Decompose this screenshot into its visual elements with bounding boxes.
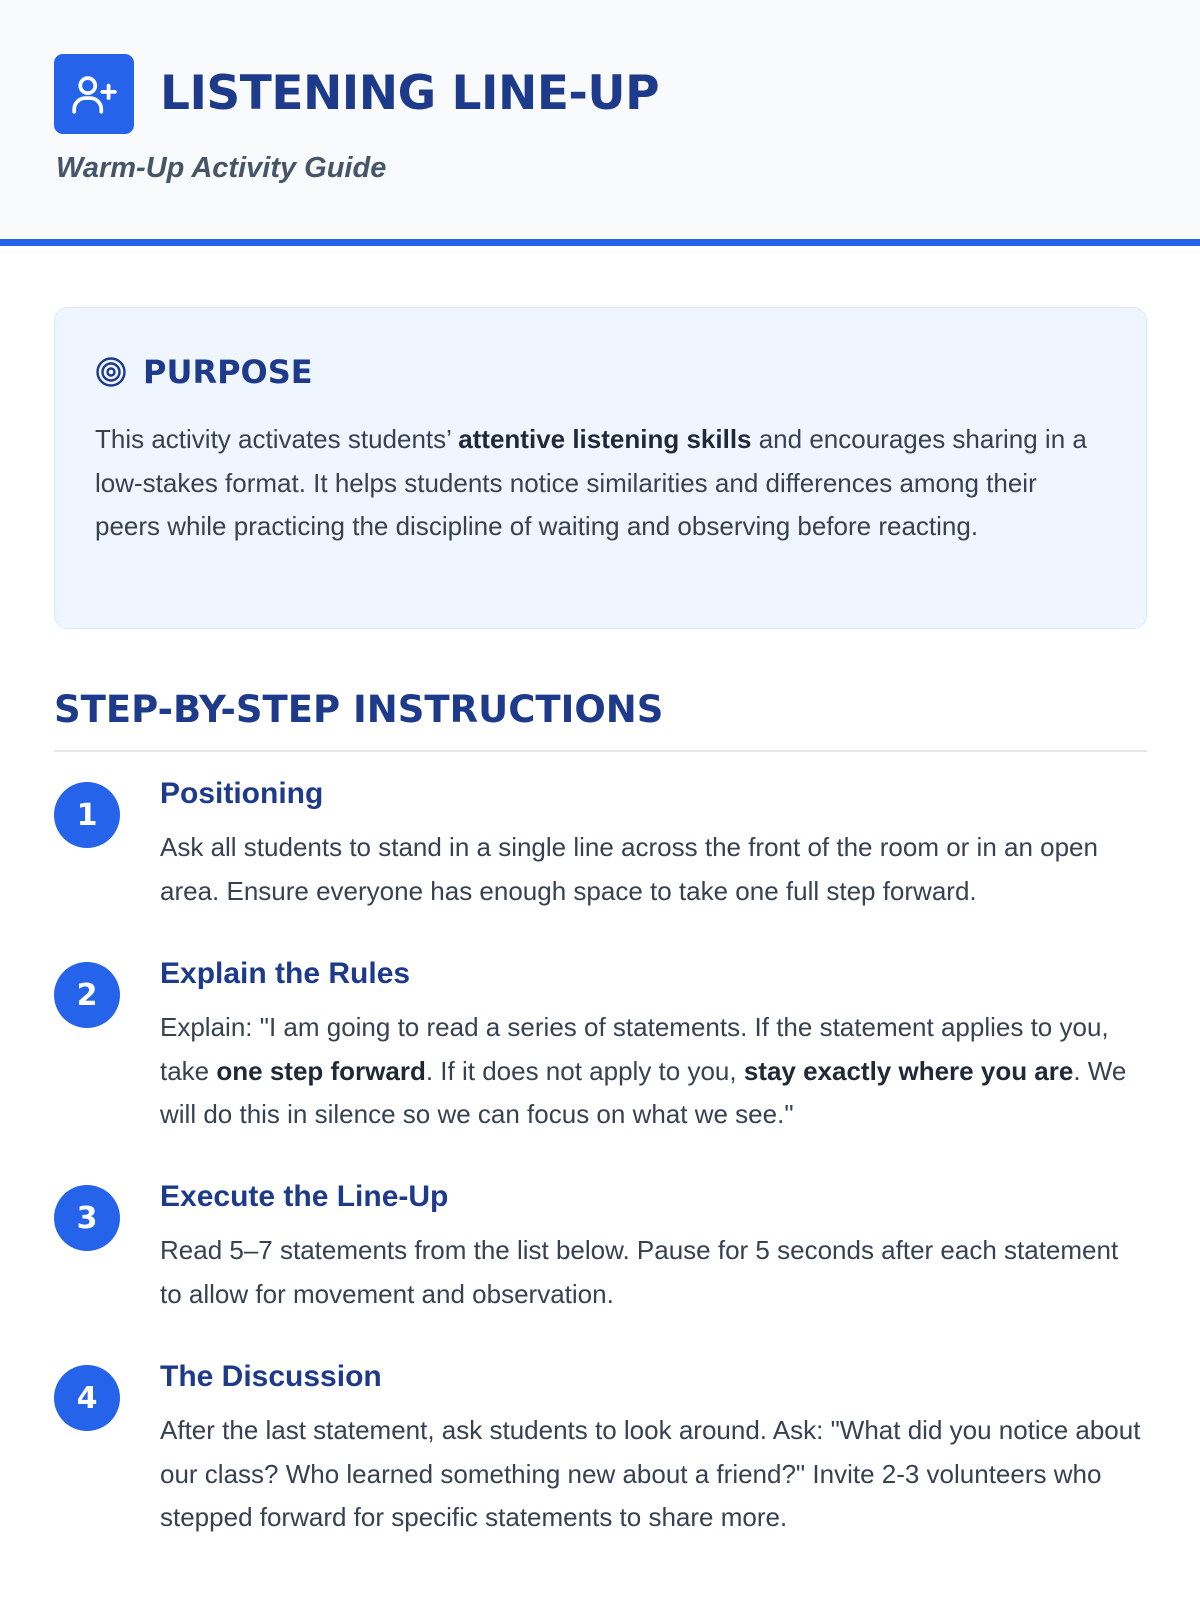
- step-text: Explain: "I am going to read a series of statements. If the statement applies to you, take one step forward. If it does not apply to you, stay exactly where you are. We will do this in silence so we can focus on what we see.": [160, 1012, 1127, 1129]
- step-number-badge: 2: [54, 962, 120, 1028]
- step-title: The Discussion: [160, 1360, 382, 1393]
- user-plus-icon: [54, 54, 134, 134]
- purpose-text: This activity activates students’ attentive listening skills and encourages sharing in a low-stakes format. It helps students notice similarities and differences among their peers while practicing the discipline of waiting and observing before reacting.: [95, 424, 1087, 541]
- step-text: After the last statement, ask students to look around. Ask: "What did you notice about our class? Who learned something new about a friend?" Invite 2-3 volunteers who stepped forward for specific statements to share more.: [160, 1415, 1141, 1532]
- step-title: Execute the Line-Up: [160, 1180, 449, 1213]
- page-title: LISTENING LINE-UP: [160, 66, 660, 121]
- page-header: [0, 0, 1200, 246]
- step-number-badge: 4: [54, 1365, 120, 1431]
- purpose-title: PURPOSE: [143, 353, 313, 391]
- step-number-badge: 3: [54, 1185, 120, 1251]
- step-number-badge: 1: [54, 782, 120, 848]
- instructions-title: STEP-BY-STEP INSTRUCTIONS: [54, 688, 664, 731]
- section-divider: [54, 750, 1147, 752]
- step-title: Positioning: [160, 777, 324, 810]
- step-text: Ask all students to stand in a single line across the front of the room or in an open area. Ensure everyone has enough space to take one full step forward.: [160, 832, 1098, 906]
- page-subtitle: Warm-Up Activity Guide: [56, 152, 387, 184]
- purpose-highlight: attentive listening skills: [458, 424, 752, 454]
- step-title: Explain the Rules: [160, 957, 411, 990]
- step-text: Read 5–7 statements from the list below. Pause for 5 seconds after each statement to allow for movement and observation.: [160, 1235, 1119, 1309]
- target-icon: [95, 356, 127, 388]
- purpose-card: [54, 307, 1147, 629]
